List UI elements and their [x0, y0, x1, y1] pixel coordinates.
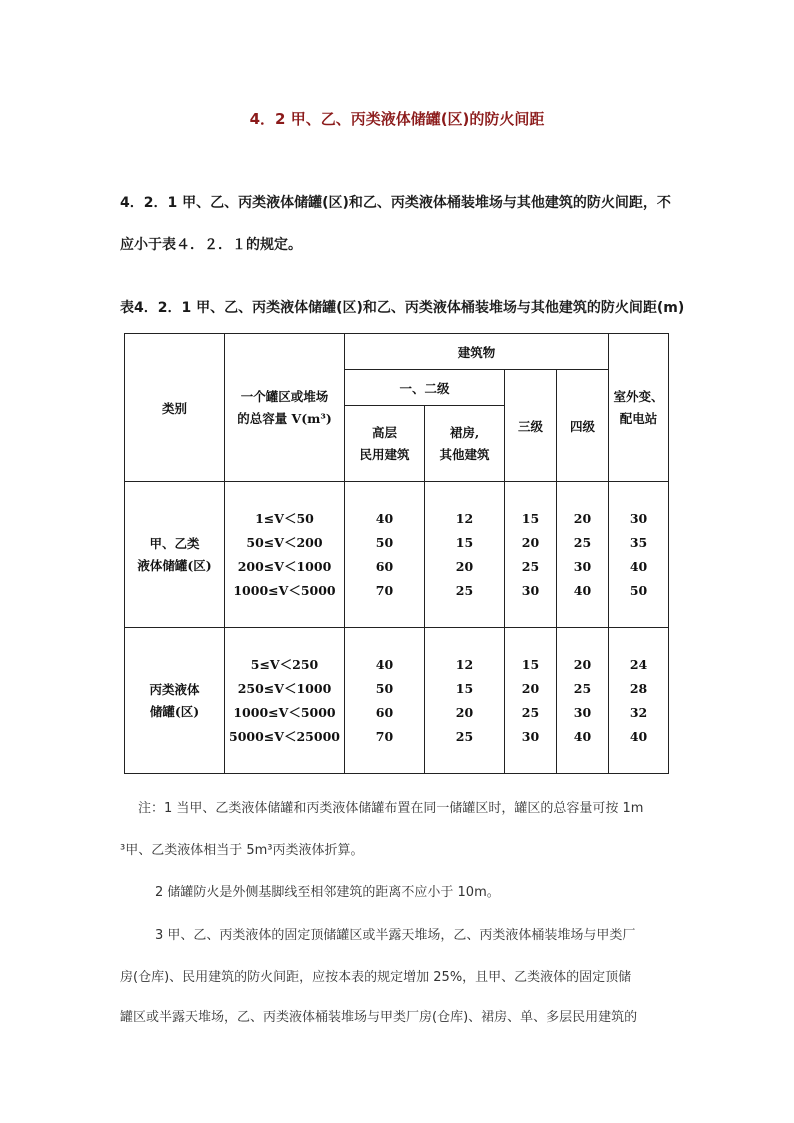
table-row	[125, 628, 669, 774]
note-1-line-2: ³甲、乙类液体相当于 5m³丙类液体折算。	[120, 843, 364, 858]
highrise-distance-cell: 40 50 60 70	[345, 482, 425, 628]
capacity-range-cell: 5≤V＜250 250≤V＜1000 1000≤V＜5000 5000≤V＜25000	[225, 628, 345, 774]
group-name: 甲、乙类 液体储罐(区)	[125, 482, 225, 628]
clause-text-line-1: 4．2．1 甲、乙、丙类液体储罐(区)和乙、丙类液体桶装堆场与其他建筑的防火间距，不	[120, 195, 671, 211]
note-3-line-1: 3 甲、乙、丙类液体的固定顶储罐区或半露天堆场，乙、丙类液体桶装堆场与甲类厂	[155, 928, 636, 943]
grade-3-distance-cell: 15 20 25 30	[505, 628, 557, 774]
podium-distance-cell: 12 15 20 25	[425, 482, 505, 628]
header-building: 建筑物	[345, 334, 609, 370]
header-grade-1-2: 一、二级	[345, 370, 505, 406]
highrise-distance-cell: 40 50 60 70	[345, 628, 425, 774]
clause-text-line-2: 应小于表４．２．１的规定。	[120, 237, 302, 253]
header-highrise: 高层 民用建筑	[345, 406, 425, 482]
header-substation: 室外变、 配电站	[609, 334, 669, 482]
substation-distance-cell: 24 28 32 40	[609, 628, 669, 774]
capacity-range-cell: 1≤V＜50 50≤V＜200 200≤V＜1000 1000≤V＜5000	[225, 482, 345, 628]
header-grade-3: 三级	[505, 370, 557, 482]
table-caption: 表4．2．1 甲、乙、丙类液体储罐(区)和乙、丙类液体桶装堆场与其他建筑的防火间距(m)	[120, 300, 685, 316]
header-capacity: 一个罐区或堆场 的总容量 V(m³)	[225, 334, 345, 482]
section-title: 4．2 甲、乙、丙类液体储罐(区)的防火间距	[249, 110, 545, 128]
grade-4-distance-cell: 20 25 30 40	[557, 628, 609, 774]
note-1-line-1: 注：1 当甲、乙类液体储罐和丙类液体储罐布置在同一储罐区时，罐区的总容量可按 1m	[138, 801, 644, 816]
note-3-line-2: 房(仓库)、民用建筑的防火间距，应按本表的规定增加 25%，且甲、乙类液体的固定顶储	[120, 970, 632, 985]
header-podium: 裙房, 其他建筑	[425, 406, 505, 482]
note-2: 2 储罐防火是外侧基脚线至相邻建筑的距离不应小于 10m。	[155, 885, 500, 900]
grade-3-distance-cell: 15 20 25 30	[505, 482, 557, 628]
note-3-line-3: 罐区或半露天堆场，乙、丙类液体桶装堆场与甲类厂房(仓库)、裙房、单、多层民用建筑的	[120, 1010, 638, 1025]
group-name: 丙类液体 储罐(区)	[125, 628, 225, 774]
substation-distance-cell: 30 35 40 50	[609, 482, 669, 628]
header-category: 类别	[125, 334, 225, 482]
table-row	[125, 482, 669, 628]
podium-distance-cell: 12 15 20 25	[425, 628, 505, 774]
fire-distance-table	[124, 333, 668, 773]
grade-4-distance-cell: 20 25 30 40	[557, 482, 609, 628]
header-grade-4: 四级	[557, 370, 609, 482]
